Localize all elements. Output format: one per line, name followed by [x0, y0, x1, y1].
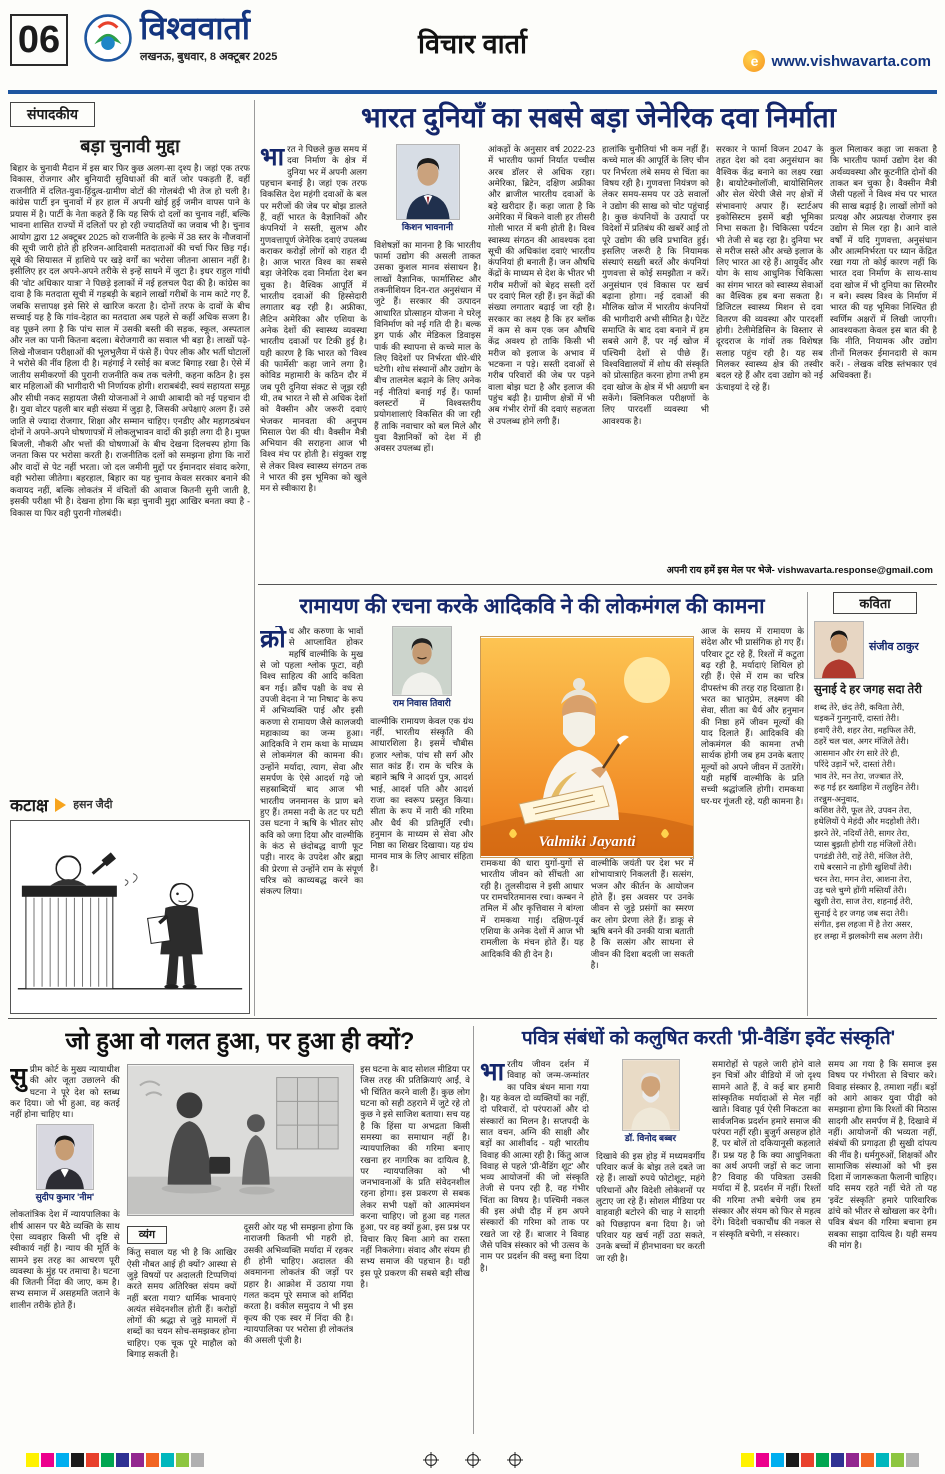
drop-cap: सु — [10, 1064, 27, 1091]
poem-line: परिंदे उड़ानें भरें, दास्तां तेरी। — [814, 759, 896, 770]
poem-line: झरने तेरे, नदियाँ तेरी, सागर तेरा, — [814, 827, 910, 838]
registration-marks — [423, 1452, 523, 1468]
column-text: प्रीम कोर्ट के मुख्य न्यायाधीश की ओर जूता उछालने की घटना ने पूरे देश को स्तब्ध कर दिया। जो भी हुआ, वह कतई नहीं होना चाहिए था। — [10, 1064, 120, 1120]
satire-author: हसन जैदी — [73, 799, 113, 811]
bottom-left-headline: जो हुआ वो गलत हुआ, पर हुआ ही क्यों? — [65, 1028, 415, 1055]
poem-line: आसमान और रंग सारे तेरे ही, — [814, 747, 900, 758]
poem-line: पगडंडी तेरी, राहें तेरी, मंजिल तेरी, — [814, 850, 913, 861]
author-name: किशन भावनानी — [401, 222, 454, 232]
article-column — [370, 626, 473, 1008]
column-text: हालांकि चुनौतियां भी कम नहीं हैं। कच्चे माल की आपूर्ति के लिए चीन पर निर्भरता लंबे समय से चिंता का विषय रही है। गुणवत्ता नियंत्रण को लेकर समय-समय पर उठे सवालों ने उद्योग की साख को चोट पहुंचाई है। कुछ कंपनियों के उत्पादों पर विदेशों में प्रतिबंध की खबरें आईं तो पूरे उद्योग की छवि प्रभावित हुई। इसलिए जरूरी है कि नियामक संस्थाएं सख्ती बरतें और कंपनियां गुणवत्ता से कोई समझौता न करें। अनुसंधान एवं विकास पर खर्च बढ़ाना होगा। नई दवाओं की मौलिक खोज में भारतीय कंपनियों की भागीदारी अभी सीमित है। पेटेंट समाप्ति के बाद दवा बनाने में हम सबसे आगे हैं, पर नई खोज में पश्चिमी देशों से पीछे हैं। विश्वविद्यालयों में शोध की संस्कृति को प्रोत्साहित करना होगा तभी हम दवा खोज के क्षेत्र में भी अग्रणी बन सकेंगे। क्लिनिकल परीक्षणों के लिए पारदर्शी व्यवस्था भी आवश्यक है। — [602, 144, 709, 426]
column-text: कुल मिलाकर कहा जा सकता है कि भारतीय फार्मा उद्योग देश की अर्थव्यवस्था और कूटनीति दोनों की ताकत बन चुका है। वैक्सीन मैत्री जैसी पहलों ने विश्व मंच पर भारत की साख बढ़ाई है। लाखों लोगों को प्रत्यक्ष और अप्रत्यक्ष रोजगार इस उद्योग से मिल रहा है। आने वाले वर्षों में यदि गुणवत्ता, अनुसंधान और आत्मनिर्भरता पर ध्यान केंद्रित रखा गया तो कोई कारण नहीं कि भारत दवा निर्माण के साथ-साथ दवा खोज में भी दुनिया का सिरमौर न बने। स्वस्थ विश्व के निर्माण में भारत की यह भूमिका निश्चित ही स्वर्णिम अक्षरों में लिखी जाएगी। आवश्यकता केवल इस बात की है कि नीति, नियामक और उद्योग तीनों मिलकर ईमानदारी से काम करें। - लेखक वरिष्ठ स्तंभकार एवं अधिवक्ता हैं। — [830, 144, 937, 381]
registration-mark-icon — [423, 1452, 439, 1468]
e-badge-icon: e — [743, 50, 765, 72]
courtroom-cartoon-icon — [11, 821, 249, 1013]
drop-cap: क्रो — [260, 626, 286, 653]
bottom-right-columns — [480, 1059, 937, 1431]
author-photo-figure — [374, 144, 481, 237]
satire-cartoon — [127, 1064, 354, 1216]
poem-line: शब्द तेरे, छंद तेरी, कविता तेरी, — [814, 702, 905, 712]
poem-line: धड़कनें गुनगुनाएँ, दास्तां तेरी। — [814, 713, 900, 724]
arrow-marker-icon — [55, 798, 66, 812]
poem-line: ठहरें चल चल, अगर मंजिलें तेरी। — [814, 736, 909, 747]
color-calibration-square — [131, 1453, 144, 1467]
poem-author: संजीव ठाकुर — [869, 641, 919, 653]
article-column — [716, 144, 823, 564]
paper-name: विश्ववार्ता — [140, 10, 251, 46]
courtroom-cartoon — [10, 820, 250, 1014]
color-calibration-square — [86, 1453, 99, 1467]
poem-line: कशिश तेरी, फूल तेरे, उपवन तेरा, — [814, 804, 912, 815]
satire-header — [10, 793, 250, 816]
column-text: दूसरी ओर यह भी समझना होगा कि नाराजगी कितनी भी गहरी हो, उसकी अभिव्यक्ति मर्यादा में रहकर ही होनी चाहिए। अदालत की अवमानना लोकतंत्र की जड़ों पर प्रहार है। आक्रोश में उठाया गया गलत कदम पूरे समाज को शर्मिंदा करता है। वकील समुदाय ने भी इस कृत्य की एक स्वर में निंदा की है। न्यायपालिका पर भरोसा ही लोकतंत्र की असली पूंजी है। — [243, 1222, 354, 1346]
article-column — [828, 1059, 937, 1431]
column-text: दिखावे की इस होड़ में मध्यमवर्गीय परिवार कर्ज के बोझ तले दबते जा रहे हैं। लाखों रुपये फोटोशूट, महंगे परिधानों और विदेशी लोकेशनों पर लुटाए जा रहे हैं। सोशल मीडिया पर वाहवाही बटोरने की चाह ने सादगी को पिछड़ापन बना दिया है। जो परिवार यह खर्च नहीं उठा सकते, उनके बच्चों में हीनभावना घर करती जा रही है। — [596, 1150, 705, 1263]
color-calibration-square — [71, 1453, 84, 1467]
sanjeev-thakur-photo — [814, 621, 864, 679]
vishwavarta-logo-icon — [84, 14, 132, 62]
article-column — [712, 1059, 821, 1431]
valmiki-sage-illustration — [481, 637, 693, 857]
divider — [254, 100, 255, 1016]
article-column — [10, 1064, 120, 1436]
main-article-headline: भारत दुनियाँ का सबसे बड़ा जेनेरिक दवा निर्माता — [361, 102, 836, 133]
column-text: ध और करुणा के भावों से आप्लावित होकर महर्षि वाल्मीकि के मुख से जो पहला श्लोक फूटा, वही विश्व साहित्य की आदि कविता बन गई। क्रौंच पक्षी के वध से उपजी वेदना ने 'मा निषाद' के रूप में अभिव्यक्ति पाई और इसी करुणा से रामायण जैसे कालजयी महाकाव्य का जन्म हुआ। आदिकवि ने राम कथा के माध्यम से लोकमंगल की कामना की। उन्होंने मर्यादा, त्याग, सेवा और समर्पण के ऐसे आदर्श गढ़े जो सहस्राब्दियों बाद आज भी भारतीय जनमानस के प्राण बने हुए हैं। तमसा नदी के तट पर घटी उस घटना ने ऋषि के भीतर सोए कवि को जगा दिया और वाल्मीकि के कंठ से छंदोबद्ध वाणी फूट पड़ी। नारद के उपदेश और ब्रह्मा की प्रेरणा से उन्होंने राम के संपूर्ण चरित्र को काव्यबद्ध करने का संकल्प लिया। — [260, 626, 364, 897]
article-column — [830, 144, 937, 564]
author-photo-figure — [596, 1059, 705, 1148]
ramayan-headline: रामायण की रचना करके आदिकवि ने की लोकमंगल की कामना — [299, 595, 765, 618]
poem-author-row — [814, 621, 936, 679]
drop-cap: भा — [480, 1059, 505, 1086]
masthead-brand — [84, 12, 277, 64]
poem-line: संगीत, इस लहजा में है तेरा असर, — [814, 919, 913, 930]
registration-mark-icon — [465, 1452, 481, 1468]
color-calibration-square — [146, 1453, 159, 1467]
bottom-right-article — [480, 1024, 937, 1438]
registration-mark-icon — [507, 1452, 523, 1468]
poem-line: हवाएँ तेरी, शहर तेरा, महफिल तेरी, — [814, 724, 916, 735]
color-calibration-square — [846, 1453, 859, 1467]
poem-line: प्यास बुझती होगी राह मंजिलों तेरी। — [814, 839, 917, 850]
column-text: रतीय जीवन दर्शन में विवाह को जन्म-जन्मांतर का पवित्र बंधन माना गया है। यह केवल दो व्यक्तियों का नहीं, दो परिवारों, दो परंपराओं और दो संस्कारों का मिलन है। सप्तपदी के सात वचन, अग्नि की साक्षी और बड़ों का आशीर्वाद - यही भारतीय विवाह की आत्मा रही है। किंतु आज विवाह से पहले 'प्री-वैडिंग शूट' और भव्य आयोजनों की जो संस्कृति तेजी से पनप रही है, वह गंभीर चिंता का विषय है। पश्चिमी नकल की इस अंधी दौड़ में हम अपने संस्कारों की गरिमा को ताक पर रखते जा रहे हैं। बाजार ने विवाह जैसे पवित्र संस्कार को भी उत्सव के नाम पर प्रदर्शन की वस्तु बना दिया है। — [480, 1059, 589, 1273]
author-name: राम निवास तिवारी — [392, 698, 451, 708]
kishan-bhavnani-photo — [396, 144, 460, 220]
author-photo-figure — [370, 626, 473, 713]
column-text: लोकतांत्रिक देश में न्यायपालिका के शीर्ष आसन पर बैठे व्यक्ति के साथ ऐसा व्यवहार किसी भी दृष्टि से स्वीकार्य नहीं है। न्याय की मूर्ति के सामने इस तरह का आचरण पूरी व्यवस्था के मुंह पर तमाचा है। घटना की जितनी निंदा की जाए, कम है। सभ्य समाज में असहमति जताने के शालीन तरीके होते हैं। — [10, 1209, 120, 1310]
color-bar-left — [26, 1453, 204, 1467]
color-calibration-square — [831, 1453, 844, 1467]
color-calibration-square — [41, 1453, 54, 1467]
divider — [807, 592, 808, 1016]
poem-line: हथेलियों पे मेहंदी और मदहोशी तेरी। — [814, 816, 920, 827]
color-calibration-square — [116, 1453, 129, 1467]
main-article-columns — [260, 144, 937, 564]
valmiki-jayanti-image — [480, 636, 694, 858]
color-calibration-square — [26, 1453, 39, 1467]
column-text: आंकड़ों के अनुसार वर्ष 2022-23 में भारतीय फार्मा निर्यात पच्चीस अरब डॉलर से अधिक रहा। अमेरिका, ब्रिटेन, दक्षिण अफ्रीका और ब्राजील भारतीय दवाओं के बड़े खरीदार हैं। कहा जाता है कि अमेरिका में बिकने वाली हर तीसरी गोली भारत में बनी होती है। विश्व स्वास्थ्य संगठन की आवश्यक दवा सूची की अधिकांश दवाएं भारतीय कंपनियां ही बनाती हैं। जन औषधि केंद्रों के माध्यम से देश के भीतर भी गरीब मरीजों को बेहद सस्ती दरों पर दवाएं मिल रही हैं। इन केंद्रों की संख्या लगातार बढ़ाई जा रही है। सरकार का लक्ष्य है कि हर ब्लॉक में कम से कम एक जन औषधि केंद्र अवश्य हो ताकि किसी भी मरीज को इलाज के अभाव में भटकना न पड़े। सस्ती दवाओं से गरीब परिवारों की जेब पर पड़ने वाला बोझ घटा है और इलाज की पहुंच बढ़ी है। ग्रामीण क्षेत्रों में भी अब गंभीर रोगों की दवाएं सहजता से उपलब्ध होने लगी हैं। — [488, 144, 595, 426]
ramayan-article — [260, 592, 804, 1016]
article-column — [260, 626, 363, 1008]
color-bar-right — [741, 1453, 919, 1467]
column-text: रामकथा की धारा युगों-युगों से भारतीय जीवन को सींचती आ रही है। तुलसीदास ने इसी आधार पर रामचरितमानस रचा। कम्बन ने तमिल में और कृत्तिवास ने बांग्ला में रामकथा गाई। दक्षिण-पूर्व एशिया के अनेक देशों में आज भी रामलीला के मंचन होते हैं। यह आदिकवि की ही देन है। — [480, 858, 584, 959]
valmiki-image-caption: Valmiki Jayanti — [538, 834, 636, 850]
page-number: 06 — [10, 14, 68, 66]
editorial-body: बिहार के चुनावी मैदान में इस बार फिर कुछ अलग-सा दृश्य है। जहां एक तरफ विकास, रोजगार और बुनियादी सुविधाओं की बातें जोर पकड़ती हैं, वहीं राजनीति में दलित-युवा-हिंदुत्व-ग्रामीण वोटों की गोलबंदी भी तेज हो चली है। कांग्रेस पार्टी इन चुनावों में हर हाल में अपनी खोई हुई जमीन वापस पाने के प्रयास में है। पार्टी के नेता कहते हैं कि यह सिर्फ दो दलों का चुनाव नहीं, बल्कि भावना शासित राज्यों में दलितों पर हो रही ज्यादतियों का जवाब भी है। चुनाव आयोग द्वारा 12 अक्टूबर 2025 को राजनीति के हल्के में 38 स्तर के नौजवानों की सूची जारी होते ही हरिजन-आदिवासी मतदाताओं की चर्चा फिर छिड़ गई। सूबे की सियासत में हाशिये पर खड़े वर्गों का भरोसा जीतना आसान नहीं है। इसीलिए हर दल अपने-अपने तरीके से इन्हें साधने में जुटा है। इधर राहुल गांधी की 'वोट अधिकार यात्रा' ने पिछड़े इलाकों में नई हलचल पैदा की है। कांग्रेस का दावा है कि मतदाता सूची में गड़बड़ी के बहाने लाखों गरीबों के नाम काटे गए हैं, जबकि सत्तापक्ष इसे सिरे से खारिज करता है। दोनों तरफ के दावों के बीच सच्चाई यह है कि गांव-देहात का मतदाता अब पहले से कहीं अधिक सजग है। वह पूछने लगा है कि पांच साल में उसकी बस्ती की सड़क, स्कूल, अस्पताल और नल का पानी कितना बदला। बेरोजगारी का सवाल भी बड़ा है। लाखों पढ़े-लिखे नौजवान परीक्षाओं की भूलभुलैया में फंसे हैं। पेपर लीक और भर्ती घोटालों ने भरोसे की नींव हिला दी है। महंगाई ने रसोई का बजट बिगाड़ रखा है। ऐसे में जातीय समीकरणों की पुरानी राजनीति कब तक चलेगी, कहना कठिन है। इस बार महिलाओं की भागीदारी भी निर्णायक होगी। शराबबंदी, स्वयं सहायता समूह और सीधी नकद सहायता जैसी योजनाओं ने आधी आबादी को नई पहचान दी है। युवा वोटर पहली बार बड़ी संख्या में जुड़ा है, जिसकी अपेक्षाएं अलग हैं। उसे जाति से ज्यादा रोजगार, शिक्षा और सम्मान चाहिए। एनडीए और महागठबंधन दोनों ने अपने-अपने घोषणापत्रों में लोकलुभावन वादों की झड़ी लगा दी है। मुफ्त बिजली, नौकरी और भत्तों की घोषणाओं के बीच देखना दिलचस्प होगा कि जनता किस पर भरोसा करती है। राजनीतिक दलों को समझना होगा कि नारों और वादों से पेट नहीं भरता। जो दल जमीनी मुद्दों पर ईमानदार संवाद करेगा, वही भरोसा जीतेगा। बहरहाल, बिहार का यह चुनाव केवल सरकार बनाने की कवायद नहीं, बल्कि लोकतंत्र में वंचितों की आवाज कितनी सुनी जाती है, इसकी परीक्षा भी है। देखना होगा कि बड़ा चुनावी मुद्दा आखिर बनता क्या है - विकास या फिर वही पुरानी गोलबंदी। — [10, 163, 250, 518]
satire-cartoon-icon — [128, 1065, 353, 1215]
color-calibration-square — [861, 1453, 874, 1467]
satire-label: कटाक्ष — [10, 796, 49, 815]
poem-line: भाव तेरे, मन तेरा, जज्बात तेरे, — [814, 770, 904, 781]
color-calibration-square — [816, 1453, 829, 1467]
article-column — [260, 144, 367, 564]
author-name: डॉ. विनोद बब्बर — [624, 1133, 677, 1143]
vyang-tag: व्यंग — [127, 1226, 167, 1244]
masthead-divider — [8, 90, 937, 94]
color-calibration-square — [756, 1453, 769, 1467]
column-text: समारोहों से पहले जारी होने वाले इन चित्रों और वीडियो में जो दृश्य सामने आते हैं, वे कई बार हमारी सांस्कृतिक मर्यादाओं से मेल नहीं खाते। विवाह पूर्व ऐसी निकटता का सार्वजनिक प्रदर्शन हमारे समाज की परंपरा नहीं रही। बुजुर्ग असहज होते हैं, पर बोलें तो दकियानूसी कहलाते हैं। प्रश्न यह है कि क्या आधुनिकता का अर्थ अपनी जड़ों से कट जाना है? विवाह की पवित्रता उसकी मर्यादा में है, प्रदर्शन में नहीं। रिश्तों की गरिमा तभी बचेगी जब हम संस्कार और संयम को फिर से महत्व देंगे। विदेशी चकाचौंध की नकल से न संस्कृति बचेगी, न संस्कार। — [712, 1059, 821, 1239]
vinod-babbar-photo — [622, 1059, 680, 1131]
column-text: वाल्मीकि रामायण केवल एक ग्रंथ नहीं, भारतीय संस्कृति की आधारशिला है। इसमें चौबीस हजार श्लोक, पांच सौ सर्ग और सात कांड हैं। राम के चरित्र के बहाने ऋषि ने आदर्श पुत्र, आदर्श भाई, आदर्श पति और आदर्श राजा का स्वरूप प्रस्तुत किया। सीता के रूप में नारी की गरिमा और धैर्य की प्रतिमूर्ति रची। हनुमान के माध्यम से सेवा और निष्ठा का शिखर दिखाया। यह ग्रंथ मानव मात्र के लिए आचार संहिता है। — [370, 715, 474, 873]
column-text: विशेषज्ञों का मानना है कि भारतीय फार्मा उद्योग की असली ताकत उसका कुशल मानव संसाधन है। लाखों वैज्ञानिक, फार्मासिस्ट और तकनीशियन दिन-रात अनुसंधान में जुटे हैं। सरकार की उत्पादन आधारित प्रोत्साहन योजना ने घरेलू विनिर्माण को नई गति दी है। बल्क ड्रग पार्क और मेडिकल डिवाइस पार्क की स्थापना से कच्चे माल के लिए विदेशों पर निर्भरता धीरे-धीरे घटेगी। शोध संस्थानों और उद्योग के बीच तालमेल बढ़ाने के लिए अनेक नई नीतियां बनाई गई हैं। फार्मा क्लस्टरों में विश्वस्तरीय प्रयोगशालाएं विकसित की जा रही हैं ताकि नवाचार को बल मिले और युवा वैज्ञानिकों को देश में ही अवसर उपलब्ध हों। — [374, 239, 481, 454]
drop-cap: भा — [260, 144, 285, 171]
poem-line: चरन तेरा, मगन तेरा, आशना तेरा, — [814, 873, 912, 884]
color-calibration-square — [876, 1453, 889, 1467]
poem-line: खुशी तेरा, साज तेरा, शहनाई तेरी, — [814, 896, 913, 907]
article-column — [488, 144, 595, 564]
color-calibration-square — [891, 1453, 904, 1467]
article-column — [480, 1059, 589, 1431]
editorial-section — [10, 102, 250, 792]
poem-title: सुनाई दे हर जगह सदा तेरी — [814, 684, 922, 696]
divider — [258, 584, 937, 585]
satire-section — [10, 793, 250, 1015]
poem-lines — [814, 702, 936, 942]
column-text: वाल्मीकि जयंती पर देश भर में शोभायात्राएं निकलती हैं। सत्संग, भजन और कीर्तन के आयोजन होते हैं। इस अवसर पर उनके जीवन से जुड़े प्रसंगों का स्मरण कर लोग प्रेरणा लेते हैं। डाकू से ऋषि बनने की उनकी यात्रा बताती है कि सत्संग और साधना से जीवन की दिशा बदली जा सकती है। — [590, 858, 694, 970]
column-text: रत ने पिछले कुछ समय में दवा निर्माण के क्षेत्र में दुनिया भर में अपनी अलग पहचान बनाई है। जहां एक तरफ विकसित देश महंगी दवाओं के बल पर मरीजों की जेब पर बोझ डालते हैं, वहीं भारत के वैज्ञानिकों और कंपनियों ने सस्ती, सुलभ और गुणवत्तापूर्ण जेनेरिक दवाएं उपलब्ध कराकर करोड़ों लोगों को राहत दी है। आज भारत विश्व का सबसे बड़ा जेनेरिक दवा निर्माता देश बन चुका है। वैश्विक आपूर्ति में भारतीय दवाओं की हिस्सेदारी लगातार बढ़ रही है। अफ्रीका, लैटिन अमेरिका और एशिया के अनेक देशों की स्वास्थ्य व्यवस्था भारतीय दवाओं पर टिकी हुई है। यही कारण है कि भारत को 'विश्व की फार्मेसी' कहा जाने लगा है। कोविड महामारी के कठिन दौर में जब पूरी दुनिया संकट से जूझ रही थी, तब भारत ने सौ से अधिक देशों को वैक्सीन और जरूरी दवाएं भेजकर मानवता की अनुपम मिसाल पेश की थी। वैक्सीन मैत्री अभियान की सराहना आज भी विश्व मंच पर होती है। संयुक्त राष्ट्र से लेकर विश्व स्वास्थ्य संगठन तक ने भारत की इस भूमिका को खुले मन से स्वीकारा है। — [260, 144, 367, 494]
article-column — [602, 144, 709, 564]
edition-line: लखनऊ, बुधवार, 8 अक्टूबर 2025 — [140, 50, 278, 63]
poem-line: रूह गई हर ख्वाहिश में तलुहिन तेरी। — [814, 782, 919, 793]
article-column — [374, 144, 481, 564]
poem-line: हर लम्हा में झलकोगी सब अलग तेरी। — [814, 930, 923, 941]
editorial-headline: बड़ा चुनावी मुद्दा — [80, 136, 180, 156]
color-calibration-square — [161, 1453, 174, 1467]
column-text: सरकार ने फार्मा विजन 2047 के तहत देश को दवा अनुसंधान का वैश्विक केंद्र बनाने का लक्ष्य रखा है। बायोटेक्नोलॉजी, बायोसिमिलर और सेल थेरेपी जैसे नए क्षेत्रों में संभावनाएं अपार हैं। स्टार्टअप इकोसिस्टम इसमें बड़ी भूमिका निभा सकता है। चिकित्सा पर्यटन भी तेजी से बढ़ रहा है। दुनिया भर से मरीज सस्ते और अच्छे इलाज के लिए भारत आ रहे हैं। आयुर्वेद और योग के साथ आधुनिक चिकित्सा का संगम भारत को स्वास्थ्य सेवाओं का वैश्विक हब बना सकता है। डिजिटल स्वास्थ्य मिशन से दवा वितरण की व्यवस्था और पारदर्शी होगी। टेलीमेडिसिन के विस्तार से दूरदराज के गांवों तक विशेषज्ञ सलाह पहुंच रही है। यह सब मिलकर स्वास्थ्य क्षेत्र की तस्वीर बदल रहे हैं और दवा उद्योग को नई ऊंचाइयां दे रहे हैं। — [716, 144, 823, 392]
color-calibration-square — [906, 1453, 919, 1467]
author-name: सुदीप कुमार 'नीम' — [35, 1191, 95, 1202]
color-calibration-square — [191, 1453, 204, 1467]
bottom-left-article — [10, 1024, 470, 1438]
color-calibration-square — [56, 1453, 69, 1467]
divider — [8, 1018, 937, 1019]
poem-line: उड़ चले चुग्गे होंगी मस्तियाँ तेरी। — [814, 885, 907, 895]
website-link[interactable] — [743, 50, 931, 72]
poem-line: राधे बरसाने ना होंगी खुशियाँ तेरी। — [814, 862, 912, 873]
section-title: विचार वार्ता — [417, 29, 528, 59]
column-text: आज के समय में रामायण के संदेश और भी प्रासंगिक हो गए हैं। परिवार टूट रहे हैं, रिश्तों में कटुता बढ़ रही है, मर्यादाएं शिथिल हो रही हैं। ऐसे में राम का चरित्र दीपस्तंभ की तरह राह दिखाता है। भरत का भ्रातृप्रेम, लक्ष्मण की सेवा, सीता का धैर्य और हनुमान की निष्ठा हमें जीवन मूल्यों की याद दिलाते हैं। आदिकवि की लोकमंगल की कामना तभी सार्थक होगी जब हम उनके बताए मूल्यों को अपने जीवन में उतारेंगे। यही महर्षि वाल्मीकि के प्रति सच्ची श्रद्धांजलि होगी। रामकथा घर-घर गूंजती रहे, यही कामना है। — [700, 626, 805, 806]
column-text: इस घटना के बाद सोशल मीडिया पर जिस तरह की प्रतिक्रियाएं आईं, वे भी चिंतित करने वाली हैं। कुछ लोग घटना को सही ठहराने में जुटे रहे तो कुछ ने इसे साजिश बताया। सच यह है कि हिंसा या अभद्रता किसी समस्या का समाधान नहीं है। न्यायपालिका की गरिमा बनाए रखना हर नागरिक का दायित्व है, पर न्यायपालिका को भी जनभावनाओं के प्रति संवेदनशील रहना होगा। इस प्रकरण से सबक लेकर सभी पक्षों को आत्ममंथन करना चाहिए। जो हुआ वह गलत हुआ, पर वह क्यों हुआ, इस प्रश्न पर विचार किए बिना आगे का रास्ता नहीं निकलेगा। संवाद और संयम ही सभ्य समाज की पहचान है। यही इस पूरे प्रकरण की सबसे बड़ी सीख है। — [360, 1064, 470, 1289]
column-text: समय आ गया है कि समाज इस विषय पर गंभीरता से विचार करे। विवाह संस्कार है, तमाशा नहीं। बड़ों को आगे आकर युवा पीढ़ी को समझाना होगा कि रिश्तों की मिठास सादगी और समर्पण में है, दिखावे में नहीं। आयोजनों की भव्यता नहीं, संबंधों की प्रगाढ़ता ही सुखी दांपत्य की नींव है। धर्मगुरुओं, शिक्षकों और सामाजिक संस्थाओं को भी इस दिशा में जागरूकता फैलानी चाहिए। यदि समय रहते नहीं चेते तो यह 'इवेंट संस्कृति' हमारे पारिवारिक ढांचे को भीतर से खोखला कर देगी। पवित्र बंधन की गरिमा बचाना हम सबका साझा दायित्व है। यही समय की मांग है। — [828, 1059, 937, 1250]
editorial-label: संपादकीय — [10, 102, 95, 127]
main-article — [260, 98, 937, 576]
article-column — [596, 1059, 705, 1431]
print-calibration-strip — [0, 1452, 945, 1468]
color-calibration-square — [786, 1453, 799, 1467]
poem-section — [814, 592, 936, 1016]
color-calibration-square — [741, 1453, 754, 1467]
divider — [473, 1026, 474, 1434]
color-calibration-square — [176, 1453, 189, 1467]
column-text: किंतु सवाल यह भी है कि आखिर ऐसी नौबत आई ही क्यों? आस्था से जुड़े विषयों पर अदालती टिप्पणियां करते समय अतिरिक्त संयम क्यों नहीं बरता गया? धार्मिक भावनाएं अत्यंत संवेदनशील होती हैं। करोड़ों लोगों की श्रद्धा से जुड़े मामलों में शब्दों का चयन सोच-समझकर होना चाहिए। एक चूक पूरे माहौल को बिगाड़ सकती है। — [126, 1247, 237, 1360]
bottom-right-headline: पवित्र संबंधों को कलुषित करती 'प्री-वैडिंग इवेंट संस्कृति' — [521, 1028, 896, 1049]
website-url: www.vishwavarta.com — [771, 52, 931, 70]
author-photo-figure — [10, 1124, 120, 1207]
poem-line: सुनाई दे हर जगह जब सदा तेरी। — [814, 907, 909, 918]
sudeep-kumar-neem-photo — [36, 1124, 94, 1190]
color-calibration-square — [771, 1453, 784, 1467]
color-calibration-square — [101, 1453, 114, 1467]
color-calibration-square — [801, 1453, 814, 1467]
poem-label: कविता — [833, 592, 917, 614]
article-column — [360, 1064, 470, 1436]
feedback-line: अपनी राय हमें इस मेल पर भेजे- vishwavarta.response@gmail.com — [659, 561, 933, 576]
poem-line: तरन्नुम-अनुवाद, — [814, 793, 859, 804]
ram-niwas-tiwari-photo — [392, 626, 452, 696]
article-column — [701, 626, 804, 1008]
